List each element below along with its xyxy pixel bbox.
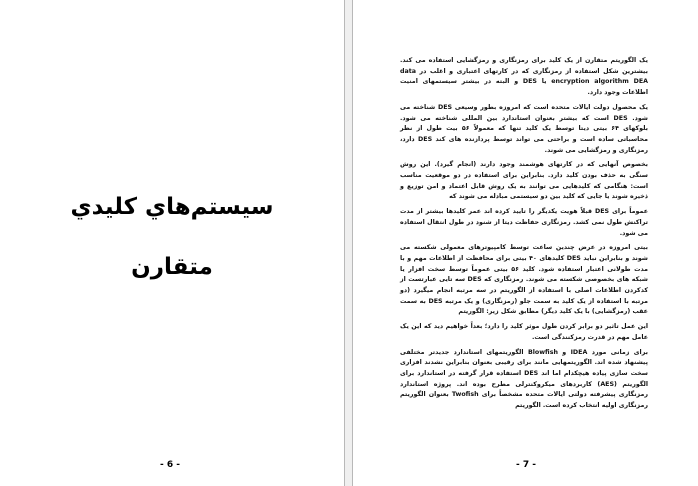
paragraph: یک الگوریتم متقارن از یک کلید برای رمزنگاری و رمزگشایی استفاده می کند. بیشترین شکل استفاده از رمزنگاری که در کارتهای اعتباری و اغلب در data encryption algorithm DEA یا DES و البته در بیشتر سیستمهای امنیت اطلاعات وجود دارد. (400, 57, 648, 97)
left-page-number: - 6 - (160, 460, 180, 470)
chapter-title-line-1: سیستم‌هاي كليدي (70, 194, 274, 220)
left-page (0, 0, 344, 486)
right-page (353, 0, 698, 486)
page-gutter (344, 0, 353, 486)
paragraph: برای زمانی مورد IDEA و Blowfish الگوریتمهای استاندارد جدیدتر مختلفی پیشنهاد شده اند. الگوریتمهایی مانند برای رقیبی بعنوان بنابراین نشدند افزاری سخت سازی پیاده هیچکدام اما اند DES استفاده قرار گرفته در استاندارد برای الگوریتم (AES) کاربردهای میکروکنترلی مطرح بوده اند. پروژه استاندارد رمزنگاری پیشرفته دولتی ایالات متحده مشخصاً برای Twofish بعنوان الگوریتم رمزنگاری اولیه انتخاب کرده است. الگوریتم (400, 348, 648, 410)
chapter-title (40, 192, 304, 282)
paragraph: یک محصول دولت ایالات متحده است که امروزه بطور وسیعی DES شناخته می شود. DES است که بیشتر بعنوان استاندارد بین المللی شناخته می شود. بلوکهای ۶۴ بیتی دیتا توسط یک کلید تنها که معمولاً ۵۶ بیت طول از نظر محاسباتی ساده است و براحتی می تواند توسط پردازنده های کند DES دارد، رمزنگاری و رمزگشایی می شوند. (400, 103, 648, 154)
paragraph: این عمل تاثیر دو برابر کردن طول موثر کلید را دارد؛ بعداً خواهیم دید که این یک عامل مهم در قدرت رمزکنندگی است. (400, 323, 648, 341)
paragraph: عموماً برای DES قبلاً هویت یکدیگر را تایید کرده اند عمر کلیدها بیشتر از مدت تراکنش طول نمی کشد. رمزنگاری حفاظت دیتا از شنود در طول انتقال استفاده می شود. (400, 208, 648, 237)
paragraph: بیتی امروزه در عرض چندین ساعت توسط کامپیوترهای معمولی شکسته می شوند و بنابراین نباید DES کلیدهای ۴۰ بیتی برای محافظت از اطلاعات مهم و با مدت طولانی اعتبار استفاده شود. کلید ۵۶ بیتی عموماً توسط سخت افزار یا شبکه های بخصوصی شکسته می شوند. رمزنگاری که DES سه تایی عبارتست از کدکردن اطلاعات اصلی با استفاده از الگوریتم در سه مرتبه انجام میگیرد (دو مرتبه با استفاده از یک کلید به سمت جلو (رمزنگاری) و یک مرتبه DES به سمت عقب (رمزگشایی) با یک کلید دیگر) مطابق شکل زیر: الگوریتم (400, 244, 648, 316)
paragraph: بخصوص آنهایی که در کارتهای هوشمند وجود دارند (انجام گیرد). این روش سنگی به حذف بودن کلید دارد. بنابراین برای استفاده در دو موقعیت مناسب است: هنگامی که کلیدهایی می توانند به یک روش قابل اعتماد و امن توزیع و ذخیره شوند یا جایی که کلید بین دو سیستمی مبادله می شوند که (400, 161, 648, 201)
body-text (400, 56, 648, 416)
chapter-title-line-2: متقارن (131, 254, 213, 280)
right-page-number: - 7 - (516, 460, 536, 470)
